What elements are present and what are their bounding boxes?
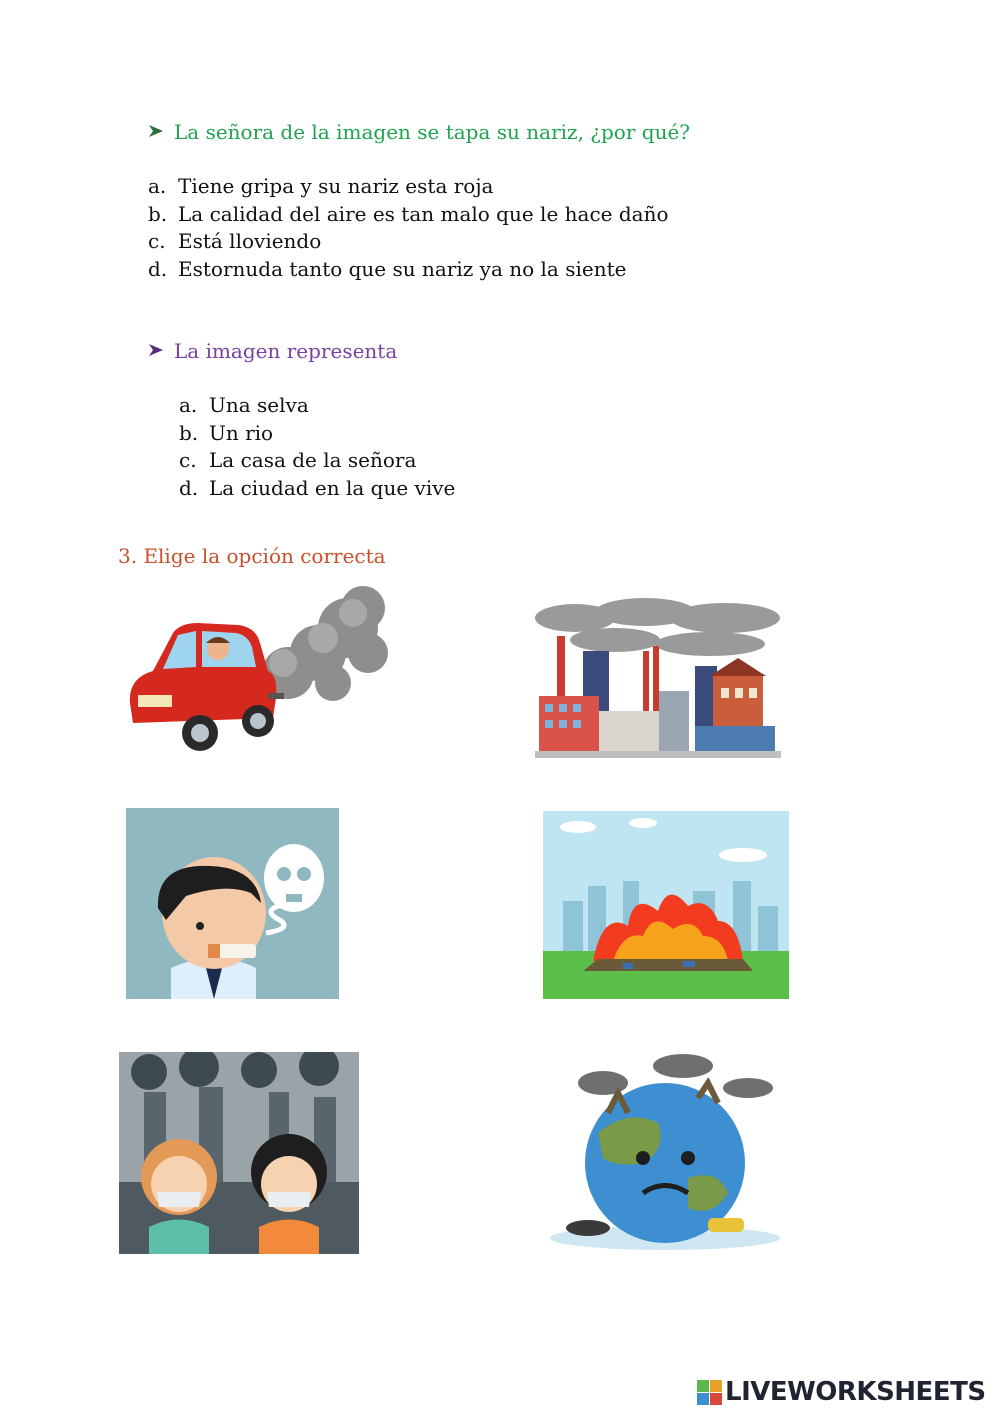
option-text: Está lloviendo: [178, 229, 322, 253]
option-text: Una selva: [209, 393, 309, 417]
burning-trash-illustration[interactable]: [543, 811, 789, 999]
option-row[interactable]: [179, 475, 455, 503]
option-row[interactable]: [148, 201, 669, 229]
option-text: Tiene gripa y su nariz esta roja: [178, 174, 494, 198]
option-letter: c.: [148, 229, 166, 253]
option-text: Estornuda tanto que su nariz ya no la siente: [178, 256, 627, 281]
option-row[interactable]: [179, 447, 455, 475]
logo-grid-icon: [697, 1380, 722, 1405]
question-1-options: [148, 173, 669, 283]
liveworksheets-logo: [697, 1377, 986, 1407]
option-letter: b.: [179, 420, 199, 445]
question-1-text: La señora de la imagen se tapa su nariz, ¿por qué?: [174, 120, 691, 144]
car-smoke-illustration[interactable]: [118, 583, 390, 759]
option-text: Un rio: [209, 420, 274, 445]
option-row[interactable]: [179, 420, 455, 448]
brand-name: LIVEWORKSHEETS: [725, 1377, 986, 1407]
option-row[interactable]: [148, 173, 669, 201]
option-letter: b.: [148, 201, 168, 226]
option-row[interactable]: [148, 256, 669, 284]
polluted-earth-illustration[interactable]: [548, 1048, 783, 1250]
arrow-bullet-icon: [148, 120, 174, 144]
option-text: La casa de la señora: [209, 448, 417, 472]
factory-pollution-illustration[interactable]: [535, 596, 781, 758]
man-smoking-illustration[interactable]: [126, 808, 339, 999]
option-letter: d.: [179, 475, 199, 500]
section-3-title: 3. Elige la opción correcta: [118, 544, 386, 568]
option-letter: a.: [179, 393, 198, 417]
question-2-text: La imagen representa: [174, 339, 398, 363]
option-row[interactable]: [148, 228, 669, 256]
question-2: [148, 339, 397, 363]
option-letter: c.: [179, 448, 197, 472]
option-letter: a.: [148, 174, 167, 198]
question-1: [148, 120, 690, 144]
option-letter: d.: [148, 256, 168, 281]
option-row[interactable]: [179, 392, 455, 420]
arrow-bullet-icon: [148, 339, 174, 363]
children-masks-illustration[interactable]: [119, 1052, 359, 1254]
option-text: La ciudad en la que vive: [209, 475, 456, 500]
option-text: La calidad del aire es tan malo que le hace daño: [178, 201, 669, 226]
question-2-options: [179, 392, 455, 502]
